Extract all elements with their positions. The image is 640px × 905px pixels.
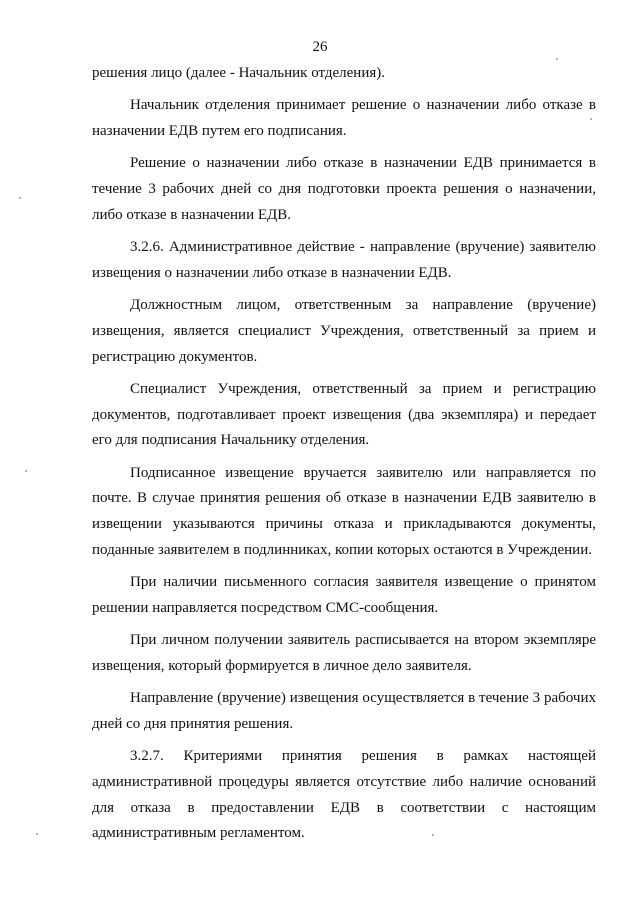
scan-speck (36, 833, 38, 835)
paragraph-continuation: решения лицо (далее - Начальник отделения). (92, 65, 386, 81)
paragraph-responsible-official: Должностным лицом, ответственным за направление (вручение) извещения, является специалист Учреждения, ответственный за прием и регистрацию документов. (92, 296, 596, 365)
paragraph-notice-delivery: Подписанное извещение вручается заявителю или направляется по почте. В случае принятия решения об отказе в назначении ЕДВ заявителю в извещении указываются причины отказа и прикладываются документы, поданные заявителем в подлинниках, копии которых остаются в Учреждении. (92, 464, 596, 558)
paragraph-specialist-prepares: Специалист Учреждения, ответственный за прием и регистрацию документов, подготавливает проект извещения (два экземпляра) и передает его для подписания Начальнику отделения. (92, 380, 596, 449)
paragraph-section-3-2-6: 3.2.6. Административное действие - направление (вручение) заявителю извещения о назначении либо отказе в назначении ЕДВ. (92, 238, 596, 281)
scan-speck (25, 470, 27, 472)
scan-speck (590, 118, 592, 120)
paragraph-head-decision: Начальник отделения принимает решение о назначении либо отказе в назначении ЕДВ путем его подписания. (92, 97, 596, 139)
paragraph-personal-receipt: При личном получении заявитель расписывается на втором экземпляре извещения, который формируется в личное дело заявителя. (92, 632, 596, 674)
scan-speck (556, 58, 558, 60)
paragraph-sms-consent: При наличии письменного согласия заявителя извещение о принятом решении направляется посредством СМС-сообщения. (92, 574, 596, 616)
paragraph-delivery-term: Направление (вручение) извещения осуществляется в течение 3 рабочих дней со дня принятия решения. (92, 690, 596, 732)
page-number: 26 (312, 39, 328, 55)
paragraph-section-3-2-7: 3.2.7. Критериями принятия решения в рамках настоящей административной процедуры является отсутствие либо наличие оснований для отказа в предоставлении ЕДВ в соответствии с настоящим административным регламентом. (92, 748, 596, 842)
paragraph-decision-term: Решение о назначении либо отказе в назначении ЕДВ принимается в течение 3 рабочих дней со дня подготовки проекта решения о назначении, либо отказе в назначении ЕДВ. (92, 155, 596, 223)
scan-speck (19, 197, 21, 199)
scan-speck (432, 834, 434, 836)
document-body (92, 61, 596, 854)
